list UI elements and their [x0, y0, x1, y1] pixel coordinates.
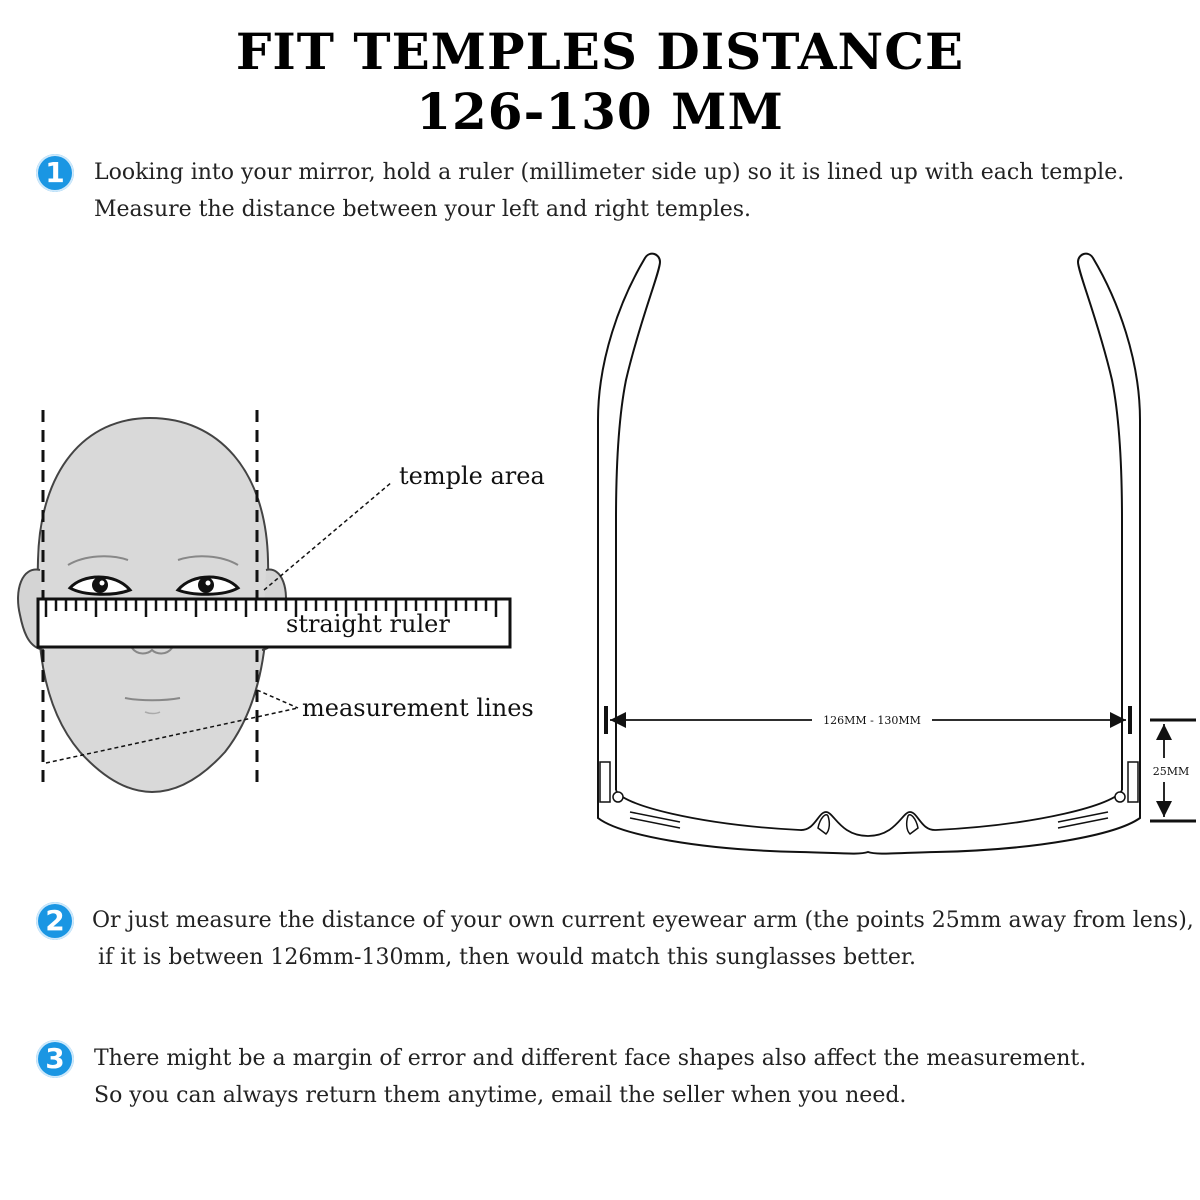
right-hinge [1058, 762, 1138, 828]
step-line-2: So you can always return them anytime, email the seller when you need. [94, 1083, 907, 1108]
temple-area-label: temple area [399, 462, 545, 490]
frame-inner-edge [616, 790, 1122, 836]
depth-label: 25MM [1152, 765, 1190, 778]
width-label: 126MM - 130MM [823, 714, 921, 727]
page-title-line-2: 126-130 MM [416, 82, 784, 141]
straight-ruler-label: straight ruler [286, 610, 450, 638]
step-line-2: if it is between 126mm-130mm, then would match this sunglasses better. [98, 945, 917, 970]
step-line-2: Measure the distance between your left and right temples. [94, 197, 752, 222]
left-nose-pad [818, 815, 829, 834]
step-line-1: Or just measure the distance of your own current eyewear arm (the points 25mm away from lens), [92, 908, 1194, 933]
page-title-line-1: FIT TEMPLES DISTANCE [235, 22, 965, 81]
measurement-lines-label: measurement lines [302, 694, 534, 722]
step-number-badge: 2 [36, 902, 74, 940]
step-line-1: There might be a margin of error and different face shapes also affect the measurement. [94, 1046, 1087, 1071]
step-text [92, 902, 1194, 976]
step-number-badge: 1 [36, 154, 74, 192]
step-line-1: Looking into your mirror, hold a ruler (millimeter side up) so it is lined up with each temple. [94, 160, 1125, 185]
frame-front [598, 760, 1140, 854]
step-text [94, 1040, 1184, 1114]
left-hinge [600, 762, 680, 828]
step-number-badge: 3 [36, 1040, 74, 1078]
right-nose-pad [907, 815, 918, 834]
